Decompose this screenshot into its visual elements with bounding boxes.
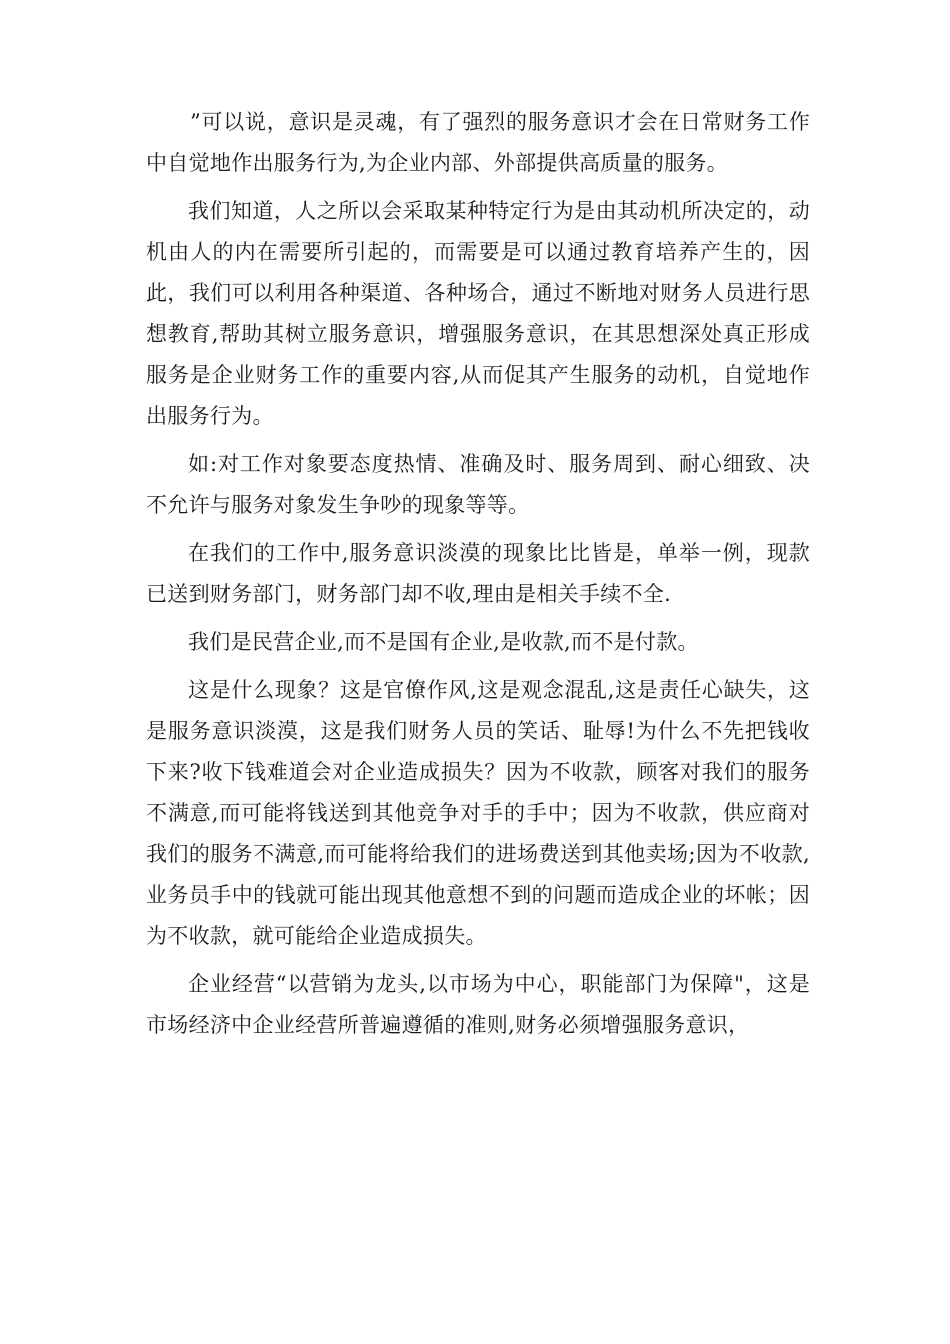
paragraph-5: 我们是民营企业,而不是国有企业,是收款,而不是付款。 (188, 630, 699, 654)
paragraph-3: 如:对工作对象要态度热情、准确及时、服务周到、耐心细致、决不允许与服务对象发生争吵的现象等等。 (146, 452, 810, 517)
paragraph-2: 我们知道，人之所以会采取某种特定行为是由其动机所决定的，动机由人的内在需要所引起的，而需要是可以通过教育培养产生的，因此，我们可以利用各种渠道、各种场合，通过不断地对财务人员进行思想教育,帮助其树立服务意识，增强服务意识，在其思想深处真正形成服务是企业财务工作的重要内容,从而促其产生服务的动机，自觉地作出服务行为。 (146, 199, 810, 428)
paragraph-1: ”可以说，意识是灵魂，有了强烈的服务意识才会在日常财务工作中自觉地作出服务行为,为企业内部、外部提供高质量的服务。 (146, 110, 810, 175)
paragraph-6: 这是什么现象？这是官僚作风,这是观念混乱,这是责任心缺失，这是服务意识淡漠，这是我们财务人员的笑话、耻辱!为什么不先把钱收下来?收下钱难道会对企业造成损失？因为不收款，顾客对我们的服务不满意,而可能将钱送到其他竞争对手的手中；因为不收款，供应商对我们的服务不满意,而可能将给我们的进场费送到其他卖场;因为不收款,业务员手中的钱就可能出现其他意想不到的问题而造成企业的坏帐；因为不收款，就可能给企业造成损失。 (146, 678, 810, 948)
paragraph-7: 企业经营“以营销为龙头,以市场为中心，职能部门为保障"，这是市场经济中企业经营所普遍遵循的准则,财务必须增强服务意识， (146, 972, 810, 1037)
document-page (146, 102, 810, 1053)
paragraph-4: 在我们的工作中,服务意识淡漠的现象比比皆是，单举一例，现款已送到财务部门，财务部门却不收,理由是相关手续不全. (146, 541, 810, 606)
